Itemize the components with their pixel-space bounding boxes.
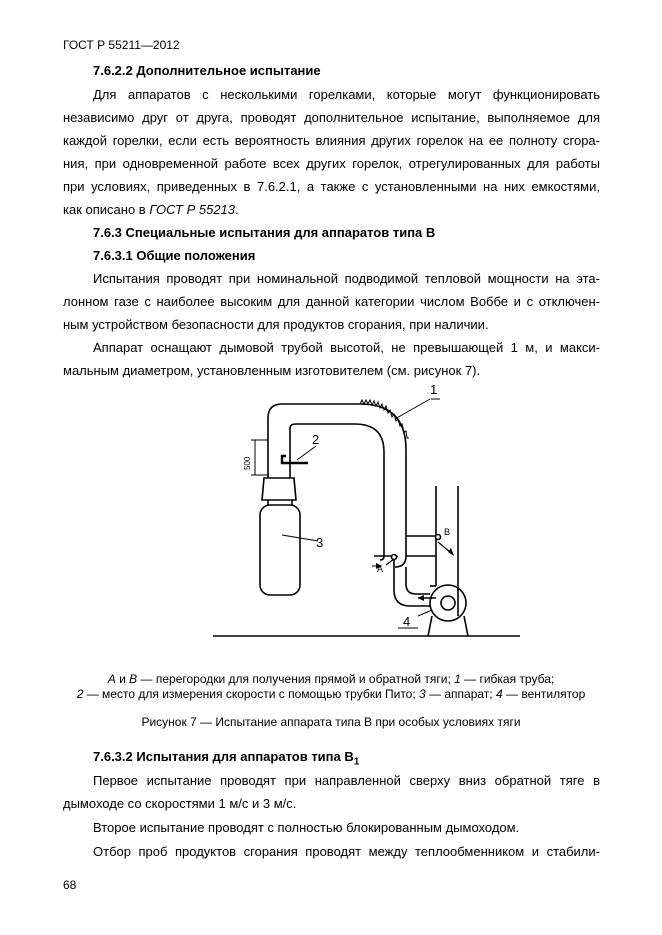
figure-legend-line-1: [0, 672, 662, 686]
dimension-label: 500: [243, 456, 252, 470]
leader-2: [297, 446, 316, 460]
partition-b-hinge: [436, 535, 441, 540]
paragraph-line: ния, при одновременной работе всех других горелок, отрегулированных для работы: [63, 156, 600, 171]
figure-legend-line-2: [0, 687, 662, 701]
paragraph-line: каждой горелки, если есть вероятность влияния других горелок на ее полноту сгора-: [63, 133, 600, 148]
partition-b: [438, 542, 450, 552]
legend-term: 3: [419, 687, 426, 701]
legend-term: 1: [454, 672, 461, 686]
legend-text: — перегородки для получения прямой и обратной тяги;: [137, 672, 455, 686]
label-3: 3: [316, 535, 324, 550]
section-heading-7632: [93, 749, 630, 771]
legend-term: 4: [495, 687, 503, 701]
appliance-body: [260, 505, 300, 595]
legend-term: 2: [76, 687, 84, 701]
fan-housing: [430, 585, 466, 621]
paragraph-line: Испытания проводят при номинальной подводимой тепловой мощности на эта-: [93, 271, 600, 286]
figure-7-diagram: [0, 380, 662, 650]
legend-text: — вентилятор: [502, 687, 586, 701]
flexible-pipe-outer: [268, 404, 406, 567]
label-b: B: [444, 527, 451, 537]
paragraph-line: Аппарат оснащают дымовой трубой высотой, не превышающей 1 м, и макси-: [93, 340, 600, 355]
figure-caption: Рисунок 7 — Испытание аппарата типа В при особых условиях тяги: [141, 715, 521, 729]
legend-text: — место для измерения скорости с помощью трубки Пито;: [83, 687, 420, 701]
label-4: 4: [403, 614, 411, 629]
text-fragment: .: [235, 202, 239, 217]
section-heading-763: 7.6.3 Специальные испытания для аппаратов типа В: [93, 225, 436, 240]
arrow-b: [448, 548, 454, 556]
paragraph-line: Второе испытание проводят с полностью блокированным дымоходом.: [93, 820, 520, 835]
paragraph-line: Первое испытание проводят при направленной сверху вниз обратной тяге в: [93, 773, 600, 788]
paragraph-line: при условиях, приведенных в 7.6.2.1, а также с установленными на них емкостями,: [63, 179, 600, 194]
paragraph-line: мальным диаметром, установленным изготовителем (см. рисунок 7).: [63, 363, 481, 378]
flexible-pipe-inner: [290, 424, 384, 560]
fan-hub: [441, 596, 455, 610]
draught-diverter: [262, 478, 296, 500]
legend-text: — аппарат;: [425, 687, 496, 701]
legend-text: — гибкая труба;: [460, 672, 555, 686]
paragraph-line: дымоходе со скоростями 1 м/с и 3 м/с.: [63, 796, 297, 811]
fan-stand: [428, 616, 468, 636]
paragraph-line: [63, 202, 600, 218]
paragraph-line: независимо друг от друга, проводят дополнительное испытание, выполняемое для: [63, 110, 600, 125]
duct-inner-curve: [406, 567, 430, 594]
heading-text: 7.6.3.2 Испытания для аппаратов типа В: [93, 749, 354, 764]
label-a: A: [377, 564, 384, 574]
text-fragment: как описано в: [63, 202, 150, 217]
legend-term: В: [129, 672, 138, 686]
label-2: 2: [312, 432, 320, 447]
legend-text: и: [115, 672, 130, 686]
heading-subscript: 1: [353, 756, 360, 768]
paragraph-line: Отбор проб продуктов сгорания проводят между теплообменником и стабили-: [93, 844, 600, 859]
paragraph-line: лонном газе с наиболее высоким для данной категории числом Воббе и с отключен-: [63, 294, 600, 309]
label-1: 1: [430, 382, 438, 397]
section-heading-7622: 7.6.2.2 Дополнительное испытание: [93, 63, 321, 78]
partition-a-hinge: [392, 555, 397, 560]
paragraph-line: Для аппаратов с несколькими горелками, которые могут функционировать: [93, 87, 600, 102]
leader-1: [395, 399, 430, 419]
document-header: ГОСТ Р 55211—2012: [63, 38, 180, 52]
page-number: 68: [63, 878, 77, 892]
pipe-corrugation: [360, 400, 409, 438]
standard-reference: ГОСТ Р 55213: [149, 202, 236, 217]
pitot-tube: [282, 456, 308, 463]
section-heading-7631: 7.6.3.1 Общие положения: [93, 248, 256, 263]
flow-arrowhead: [418, 595, 424, 601]
paragraph-line: ным устройством безопасности для продуктов сгорания, при наличии.: [63, 317, 489, 332]
legend-term: А: [107, 672, 116, 686]
leader-4: [418, 610, 432, 616]
